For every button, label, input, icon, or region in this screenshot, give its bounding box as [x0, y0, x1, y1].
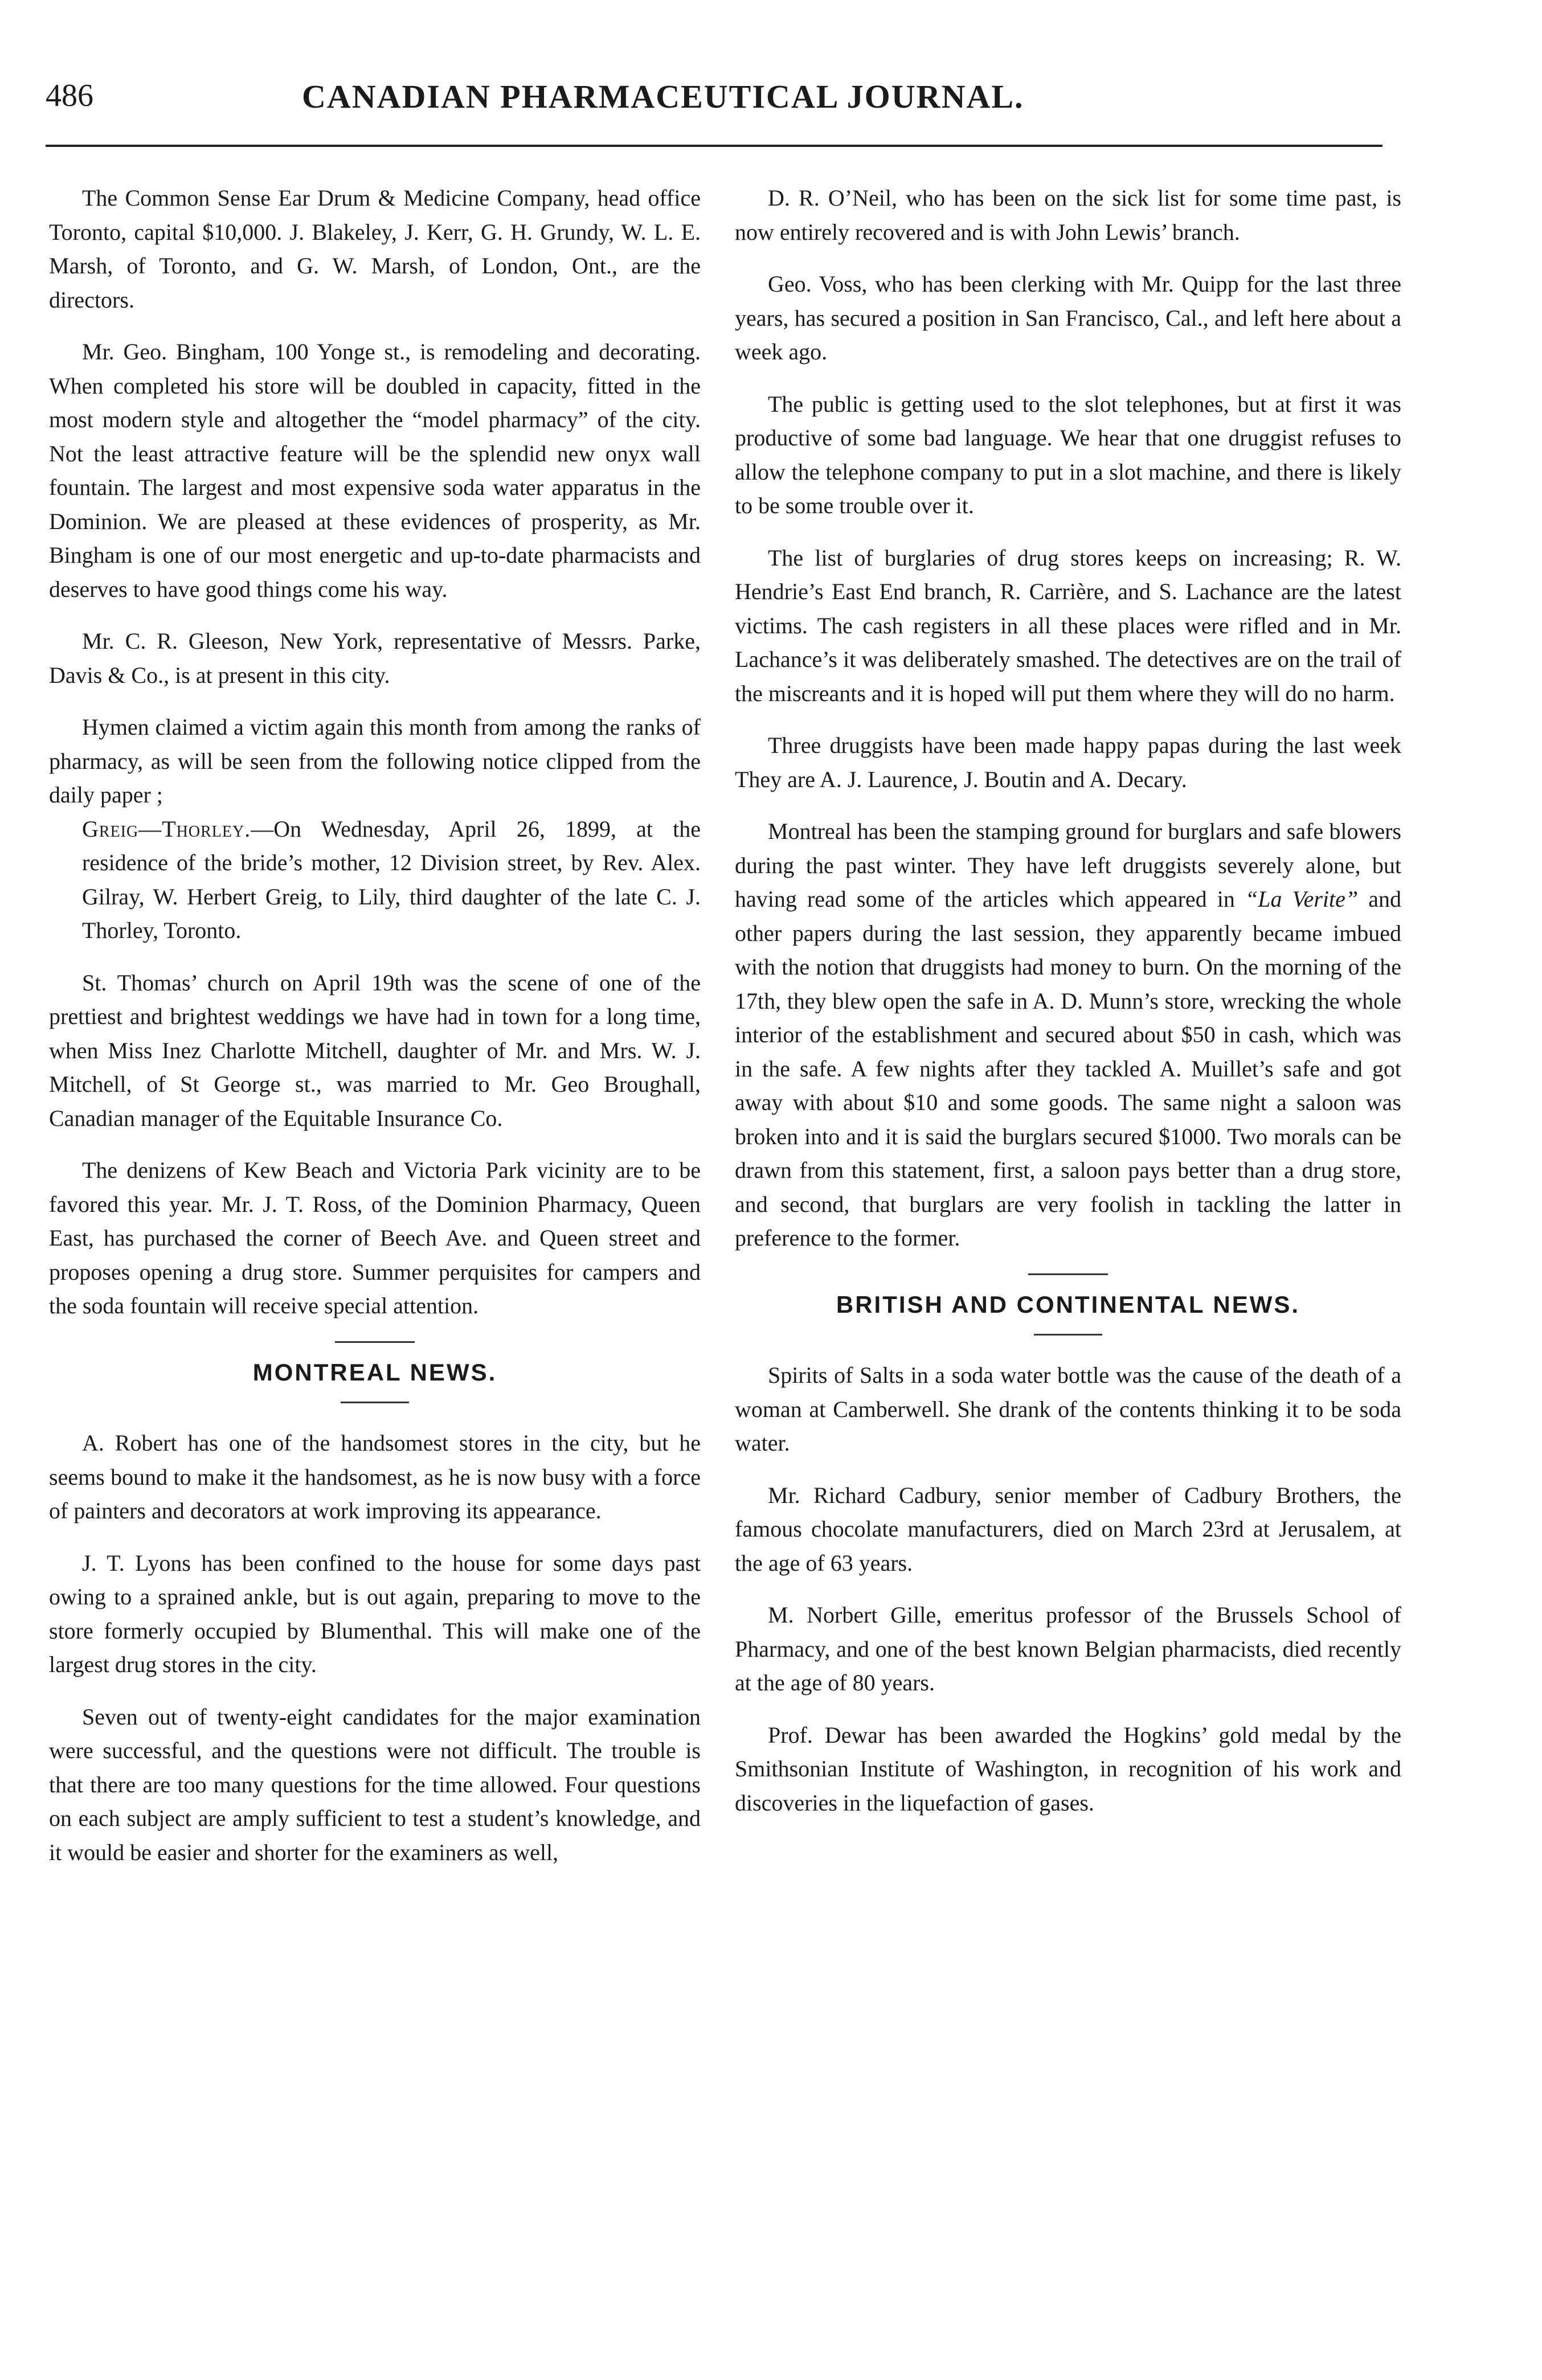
article-paragraph: Seven out of twenty-eight candidates for the major examination were successful, and the questions were not difficult. The trouble is that there are too many questions for the time allowed. Four questions on each subject are amply sufficient to test a student’s knowledge, and it would be easier and shorter for the examiners as well,: [49, 1703, 701, 1865]
paragraph-text: Montreal has been the stamping ground for burglars and safe blowers during the past winter. They have left druggists severely alone, but having read some of the articles which appeared in: [735, 818, 1401, 912]
article-paragraph: The Common Sense Ear Drum & Medicine Company, head office Toronto, capital $10,000. J. Blakeley, J. Kerr, G. H. Grundy, W. L. E. Marsh, of Toronto, and G. W. Marsh, of London, Ont., are the directors.: [49, 185, 701, 313]
article-paragraph: The public is getting used to the slot telephones, but at first it was productive of some bad language. We hear that one druggist refuses to allow the telephone company to put in a slot machine, and there is likely to be some trouble over it.: [735, 391, 1401, 518]
heading-underline: [341, 1402, 409, 1403]
article-paragraph: D. R. O’Neil, who has been on the sick list for some time past, is now entirely recovered and is with John Lewis’ branch.: [735, 185, 1401, 245]
article-paragraph: [735, 814, 1401, 1255]
page-number: 486: [46, 78, 93, 113]
newspaper-title: “La Verite”: [1245, 886, 1359, 912]
article-paragraph: M. Norbert Gille, emeritus professor of the Brussels School of Pharmacy, and one of the best known Belgian pharmacists, died recently at the age of 80 years.: [735, 1602, 1401, 1695]
section-divider: [1028, 1273, 1108, 1275]
wedding-notice: [82, 812, 701, 948]
article-paragraph: Hymen claimed a victim again this month from among the ranks of pharmacy, as will be seen from the following notice clipped from the daily paper ;: [49, 714, 701, 808]
page-header: [46, 73, 1383, 147]
article-paragraph: The denizens of Kew Beach and Victoria Park vicinity are to be favored this year. Mr. J. T. Ross, of the Dominion Pharmacy, Queen East, has purchased the corner of Beech Ave. and Queen street and proposes opening a drug store. Summer perquisites for campers and the soda fountain will receive special attention.: [49, 1157, 701, 1318]
article-paragraph: The list of burglaries of drug stores keeps on increasing; R. W. Hendrie’s East End branch, R. Carrière, and S. Lachance are the latest victims. The cash registers in all these places were rifled and in Mr. Lachance’s it was deliberately smashed. The detectives are on the trail of the miscreants and it is hoped will put them where they will do no harm.: [735, 544, 1401, 706]
article-paragraph: J. T. Lyons has been confined to the house for some days past owing to a sprained ankle, but is out again, preparing to move to the store formerly occupied by Blumenthal. This will make one of the largest drug stores in the city.: [49, 1550, 701, 1677]
left-column: [49, 181, 701, 1887]
article-paragraph: Mr. Richard Cadbury, senior member of Cadbury Brothers, the famous chocolate manufacturers, died on March 23rd at Jerusalem, at the age of 63 years.: [735, 1482, 1401, 1576]
heading-underline: [1034, 1334, 1102, 1336]
article-paragraph: Geo. Voss, who has been clerking with Mr. Quipp for the last three years, has secured a position in San Francisco, Cal., and left here about a week ago.: [735, 271, 1401, 364]
article-paragraph: Three druggists have been made happy papas during the last week They are A. J. Laurence, J. Boutin and A. Decary.: [735, 732, 1401, 792]
header-rule: [46, 145, 1383, 147]
montreal-news-heading: MONTREAL NEWS.: [252, 1358, 497, 1386]
notice-text: —On Wednesday, April 26, 1899, at the residence of the bride’s mother, 12 Division street, by Rev. Alex. Gilray, W. Herbert Greig, to Lily, third daughter of the late C. J. Thorley, Toronto.: [82, 816, 701, 943]
journal-title: CANADIAN PHARMACEUTICAL JOURNAL.: [302, 78, 1024, 115]
article-paragraph: Spirits of Salts in a soda water bottle was the cause of the death of a woman at Camberwell. She drank of the contents thinking it to be soda water.: [735, 1362, 1401, 1456]
british-continental-news-heading: BRITISH AND CONTINENTAL NEWS.: [836, 1291, 1300, 1318]
article-paragraph: A. Robert has one of the handsomest stores in the city, but he seems bound to make it the handsomest, as he is now busy with a force of painters and decorators at work improving its appearance.: [49, 1430, 701, 1523]
article-paragraph: St. Thomas’ church on April 19th was the scene of one of the prettiest and brightest weddings we have had in town for a long time, when Miss Inez Charlotte Mitchell, daughter of Mr. and Mrs. W. J. Mitchell, of St George st., was married to Mr. Geo Broughall, Canadian manager of the Equitable Insurance Co.: [49, 969, 701, 1131]
section-divider: [335, 1341, 415, 1343]
notice-names: Greig—Thorley.: [82, 816, 251, 842]
right-column: [735, 181, 1401, 1838]
article-paragraph: Mr. C. R. Gleeson, New York, representative of Messrs. Parke, Davis & Co., is at present in this city.: [49, 628, 701, 688]
paragraph-text: and other papers during the last session, they apparently became imbued with the notion that druggists had money to burn. On the morning of the 17th, they blew open the safe in A. D. Munn’s store, wrecking the whole interior of the establishment and secured about $50 in cash, which was in the safe. A few nights after they tackled A. Muillet’s safe and got away with about $10 and some goods. The same night a saloon was broken into and it is said the burglars secured $1000. Two morals can be drawn from this statement, first, a saloon pays better than a drug store, and second, that burglars are very foolish in tackling the latter in preference to the former.: [735, 886, 1401, 1251]
article-paragraph: Prof. Dewar has been awarded the Hogkins’ gold medal by the Smithsonian Institute of Washington, in recognition of his work and discoveries in the liquefaction of gases.: [735, 1722, 1401, 1816]
article-paragraph: Mr. Geo. Bingham, 100 Yonge st., is remodeling and decorating. When completed his store will be doubled in capacity, fitted in the most modern style and altogether the “model pharmacy” of the city. Not the least attractive feature will be the splendid new onyx wall fountain. The largest and most expensive soda water apparatus in the Dominion. We are pleased at these evidences of prosperity, as Mr. Bingham is one of our most energetic and up-to-date pharmacists and deserves to have good things come his way.: [49, 339, 701, 602]
